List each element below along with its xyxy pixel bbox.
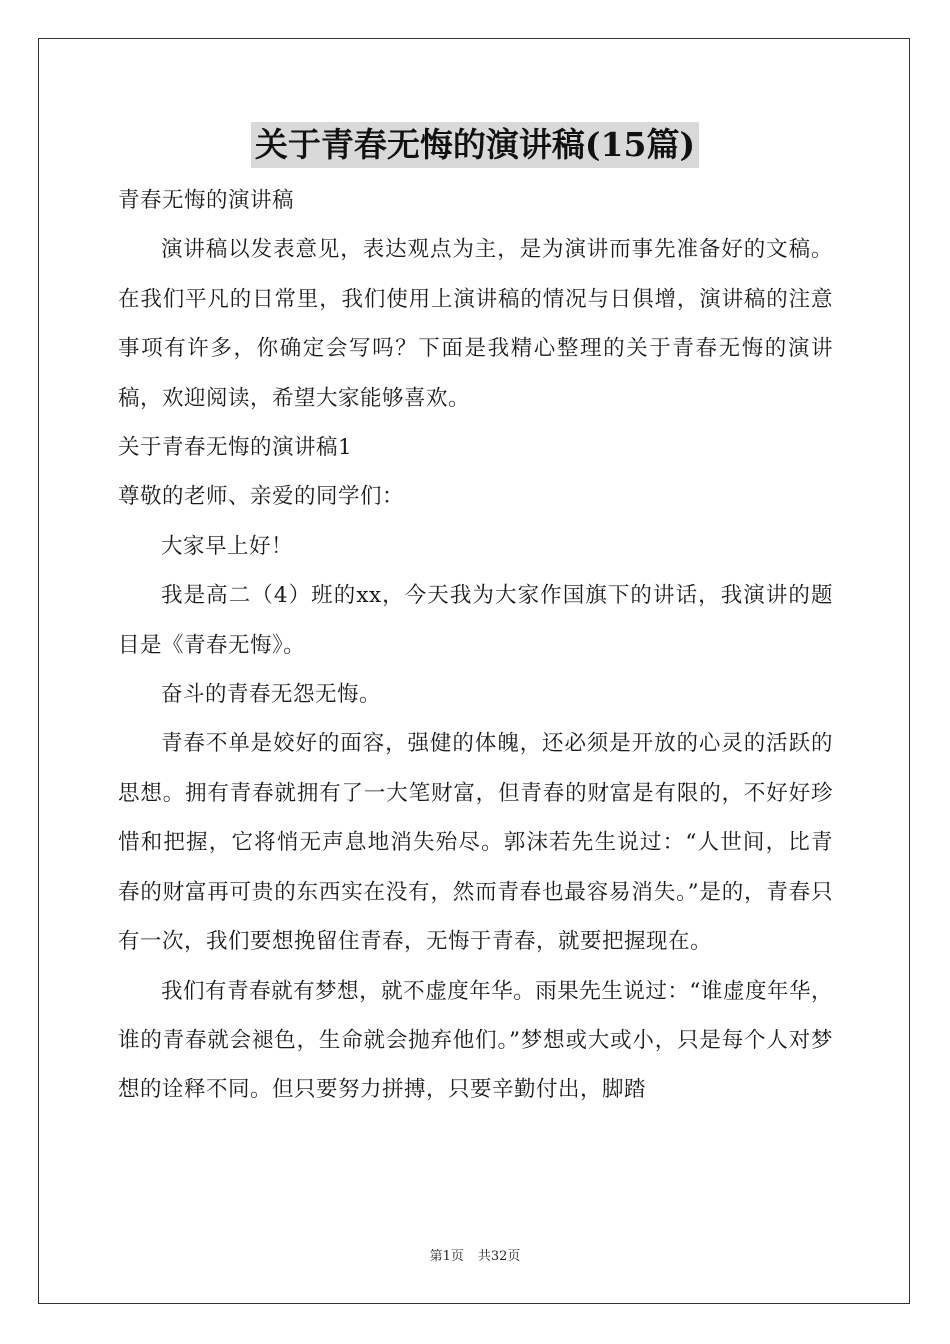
section-heading: 关于青春无悔的演讲稿1 (118, 435, 353, 461)
paragraph: 青春无悔的演讲稿 (118, 188, 295, 213)
page-number: 第1页 (429, 1249, 464, 1264)
paragraph: 奋斗的青春无怨无悔。 (161, 682, 382, 708)
paragraph: 演讲稿以发表意见，表达观点为主，是为演讲而事先准备好的文稿。在我们平凡的日常里，我们使用上演讲稿的情况与日俱增，演讲稿的注意事项有许多，你确定会写吗？下面是我精心整理的关于青春无悔的演讲稿，欢迎阅读，希望大家能够喜欢。 (118, 237, 833, 411)
salutation: 尊敬的老师、亲爱的同学们： (118, 484, 405, 510)
document-title: 关于青春无悔的演讲稿(15篇) (251, 122, 699, 168)
paragraph: 大家早上好！ (161, 533, 294, 559)
page-total: 共32页 (477, 1249, 521, 1264)
title-container (0, 122, 950, 168)
paragraph: 我们有青春就有梦想，就不虚度年华。雨果先生说过：“谁虚度年华，谁的青春就会褪色，生命就会抛弃他们。”梦想或大或小，只是每个人对梦想的诠释不同。但只要努力拼搏，只要辛勤付出，脚踏 (118, 978, 833, 1103)
document-body (118, 176, 833, 1115)
page-footer (0, 1245, 950, 1264)
paragraph: 青春不单是姣好的面容，强健的体魄，还必须是开放的心灵的活跃的思想。拥有青春就拥有了一大笔财富，但青春的财富是有限的，不好好珍惜和把握，它将悄无声息地消失殆尽。郭沫若先生说过：“人世间，比青春的财富再可贵的东西实在没有，然而青春也最容易消失。”是的，青春只有一次，我们要想挽留住青春，无悔于青春，就要把握现在。 (118, 731, 833, 955)
paragraph: 我是高二（4）班的xx，今天我为大家作国旗下的讲话，我演讲的题目是《青春无悔》。 (118, 583, 833, 658)
